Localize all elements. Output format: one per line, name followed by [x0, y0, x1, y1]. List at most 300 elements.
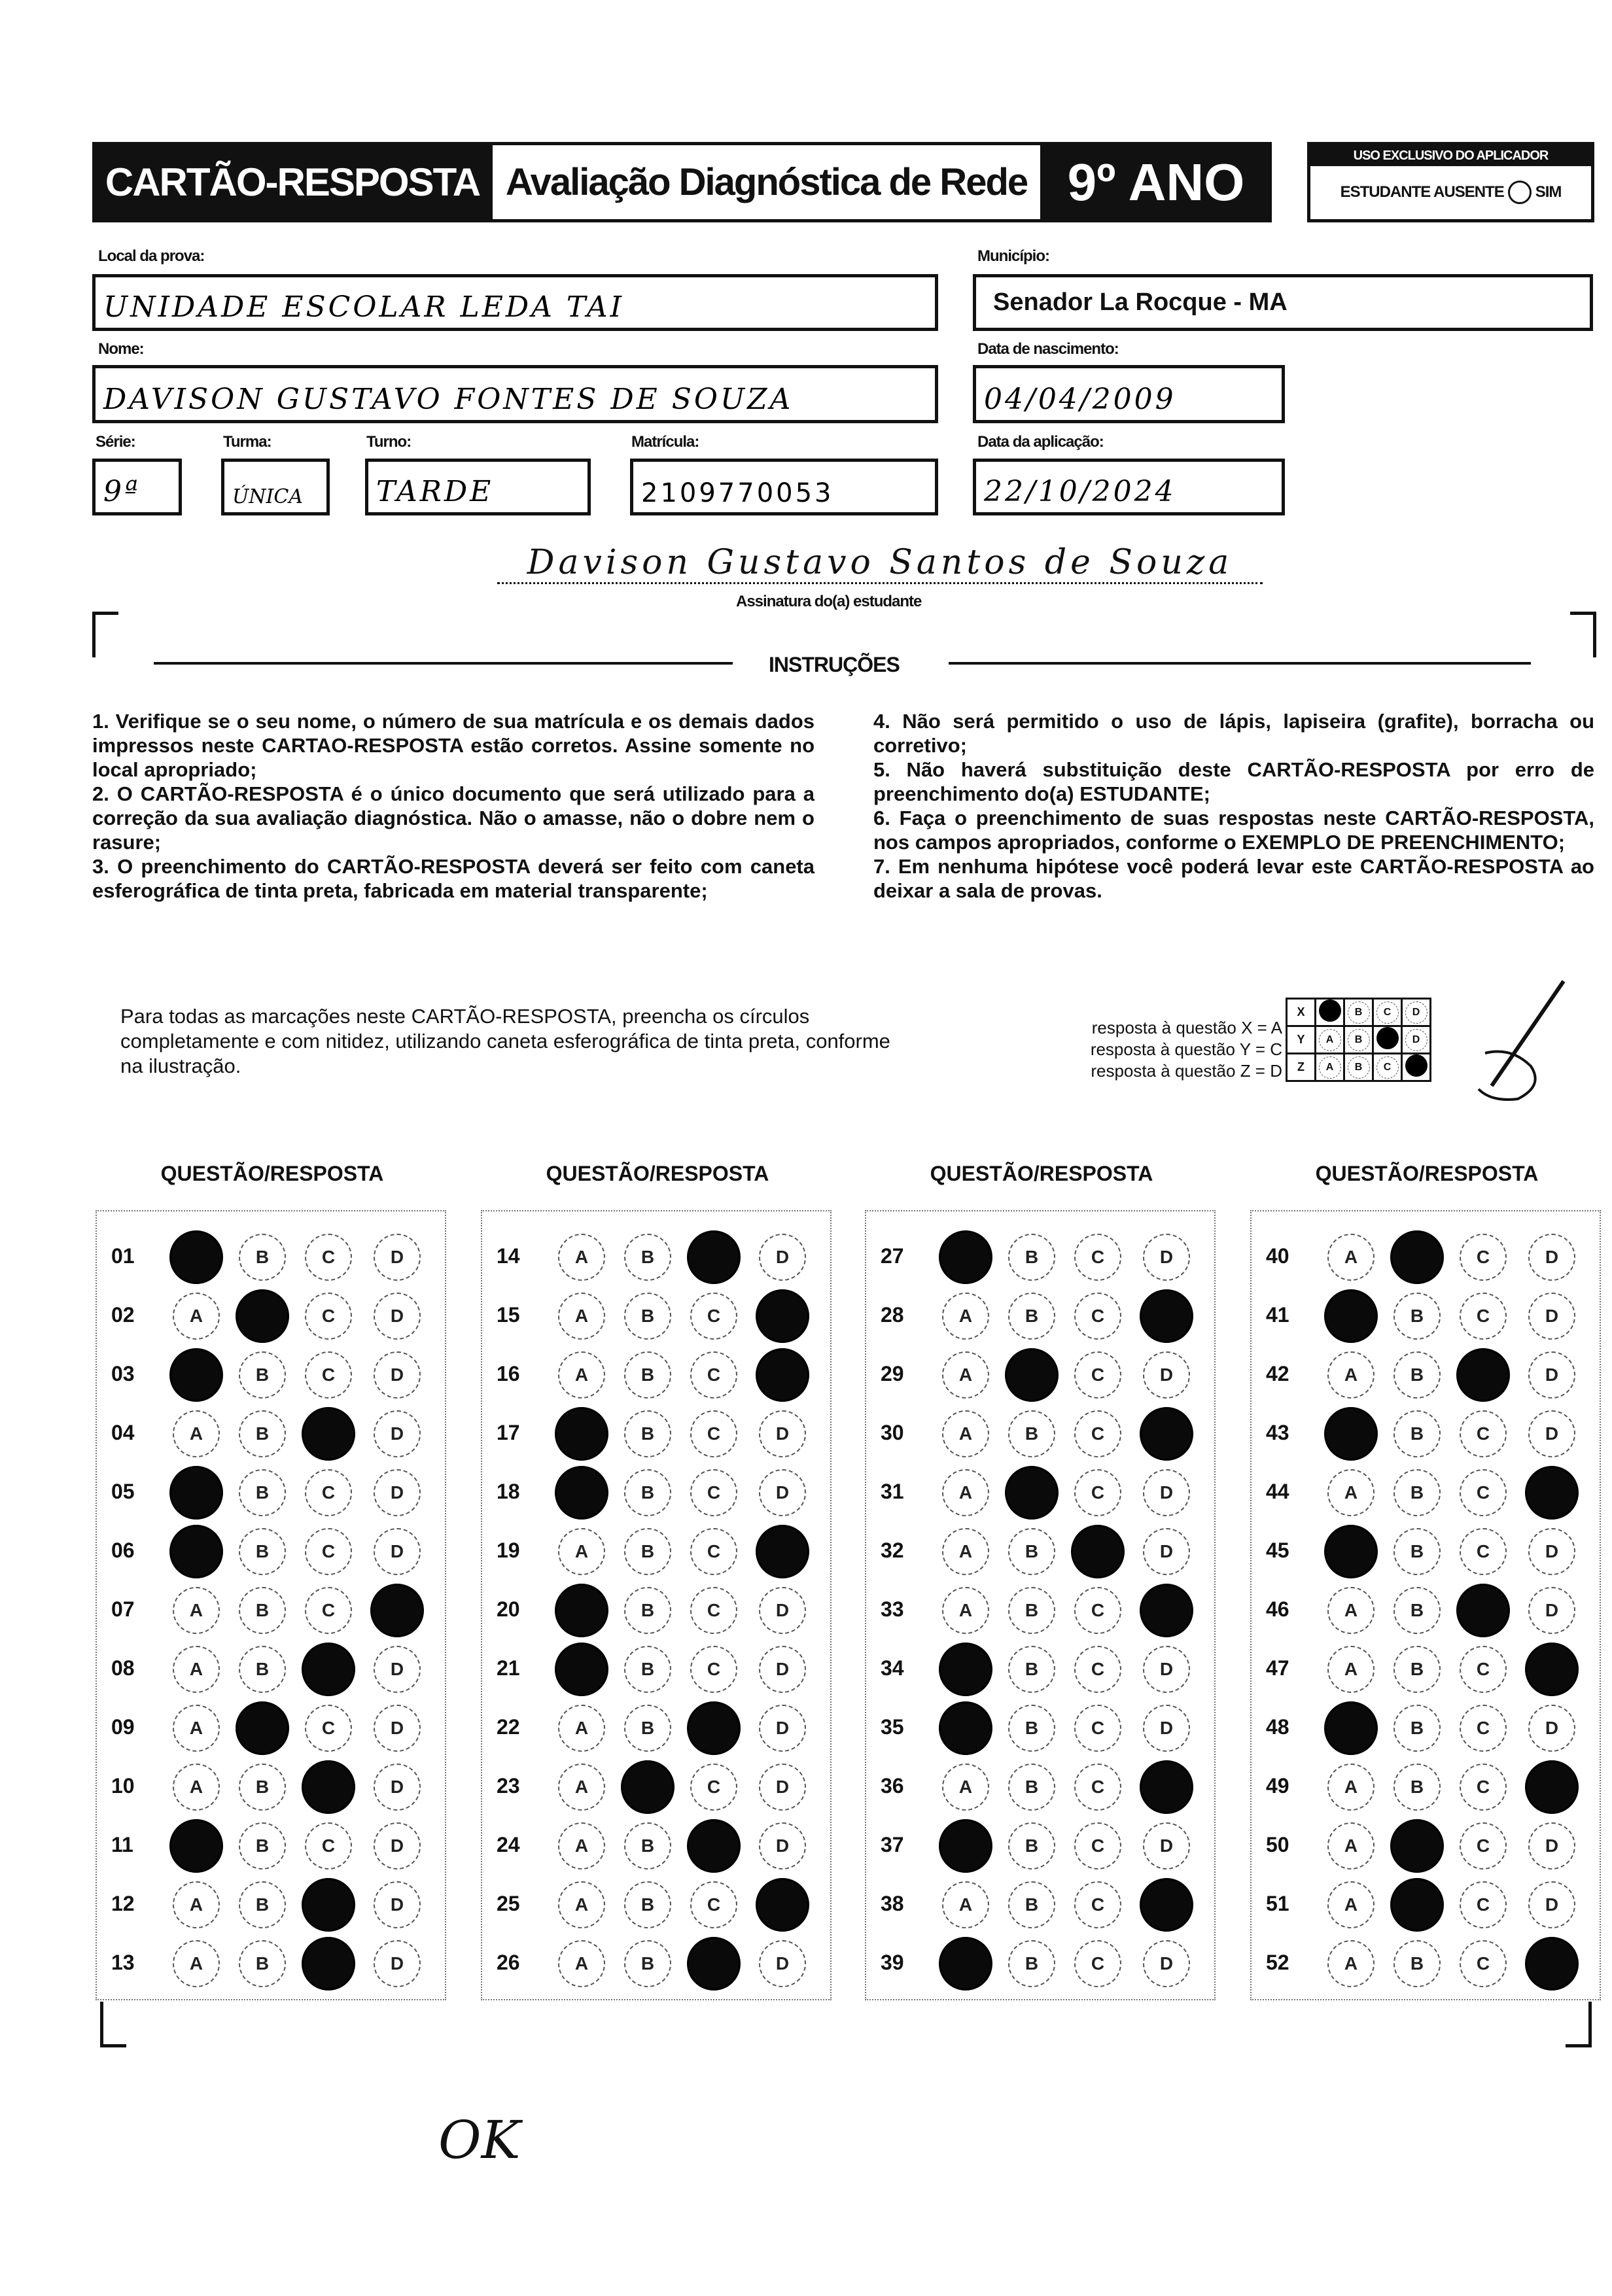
bubble-b[interactable]: B [239, 1764, 286, 1811]
signature-value: Davison Gustavo Santos de Souza [497, 543, 1263, 584]
question-number: 33 [881, 1597, 904, 1621]
answer-row [482, 1231, 830, 1283]
instructions-left [92, 709, 815, 903]
answer-row [482, 1349, 830, 1401]
bubble-d[interactable]: D [759, 1764, 806, 1811]
bubble-a[interactable]: A [558, 1822, 605, 1870]
answer-row [1252, 1702, 1600, 1754]
filled-bubble-a[interactable] [555, 1584, 608, 1637]
bubble-c[interactable]: C [690, 1469, 737, 1516]
filled-bubble-a[interactable] [1324, 1701, 1378, 1755]
bubble-c[interactable]: C [305, 1528, 352, 1575]
bubble-b[interactable]: B [1008, 1705, 1055, 1752]
bubble-d[interactable]: D [374, 1705, 421, 1752]
filled-bubble-c[interactable] [687, 1701, 741, 1755]
bubble-a[interactable]: A [173, 1764, 220, 1811]
bubble-c[interactable]: C [690, 1293, 737, 1340]
bubble-c[interactable]: C [690, 1528, 737, 1575]
answer-row [97, 1820, 445, 1872]
municipio-field[interactable] [973, 274, 1593, 331]
nasc-field[interactable] [973, 365, 1285, 423]
bubble-c[interactable]: C [1074, 1469, 1121, 1516]
bubble-b[interactable]: B [1008, 1528, 1055, 1575]
bubble-c[interactable]: C [1074, 1293, 1121, 1340]
bubble-d[interactable]: D [1528, 1410, 1575, 1457]
corner-mark [92, 612, 118, 657]
question-number: 06 [111, 1539, 135, 1562]
filled-bubble-d[interactable] [756, 1878, 809, 1932]
filled-bubble-d[interactable] [756, 1348, 809, 1402]
bubble-d[interactable]: D [374, 1881, 421, 1928]
bubble-d[interactable]: D [1528, 1822, 1575, 1870]
bubble-a[interactable]: A [173, 1293, 220, 1340]
filled-bubble-d[interactable] [370, 1584, 424, 1637]
bubble-c[interactable]: C [1074, 1587, 1121, 1634]
filled-bubble-a[interactable] [169, 1230, 223, 1284]
bubble-d[interactable]: D [1528, 1881, 1575, 1928]
bubble-b[interactable]: B [239, 1940, 286, 1987]
bubble-c[interactable]: C [1460, 1646, 1507, 1693]
filled-bubble-c[interactable] [1456, 1348, 1510, 1402]
filled-bubble-a[interactable] [169, 1819, 223, 1873]
filled-bubble-c[interactable] [302, 1643, 355, 1696]
question-number: 15 [497, 1303, 520, 1327]
filled-bubble-a[interactable] [939, 1701, 992, 1755]
question-number: 29 [881, 1362, 904, 1385]
example-line: resposta à questão Z = D [1091, 1061, 1282, 1081]
bubble-d[interactable]: D [1143, 1469, 1190, 1516]
bubble-c[interactable]: C [305, 1293, 352, 1340]
bubble-b[interactable]: B [239, 1881, 286, 1928]
instruction-5: 5. Não haverá substituição deste CARTÃO-RESPOSTA por erro de preenchimento do(a) ESTUDANTE; [873, 758, 1594, 805]
bubble-a[interactable]: A [942, 1764, 989, 1811]
bubble-b[interactable]: B [239, 1469, 286, 1516]
turma-label: Turma: [223, 433, 272, 451]
answer-row [97, 1231, 445, 1283]
answer-row [866, 1467, 1214, 1519]
filled-bubble-d[interactable] [1140, 1878, 1193, 1932]
matricula-field[interactable] [630, 459, 938, 515]
bubble-c[interactable]: C [1460, 1293, 1507, 1340]
bubble-c[interactable]: C [305, 1469, 352, 1516]
bubble-a[interactable]: A [558, 1351, 605, 1399]
bubble-b[interactable]: B [1393, 1587, 1441, 1634]
bubble-d[interactable]: D [374, 1410, 421, 1457]
bubble-b[interactable]: B [239, 1646, 286, 1693]
bubble-b[interactable]: B [1393, 1469, 1441, 1516]
bubble-c[interactable]: C [305, 1351, 352, 1399]
turno-label: Turno: [366, 433, 412, 451]
instruction-1: 1. Verifique se o seu nome, o número de sua matrícula e os demais dados impressos neste CARTAO-RESPOSTA estão corretos. Assine somente no local apropriado; [92, 710, 815, 781]
answer-row [866, 1879, 1214, 1931]
bubble-c[interactable]: C [690, 1410, 737, 1457]
bubble-c[interactable]: C [305, 1822, 352, 1870]
filled-bubble-d[interactable] [1140, 1584, 1193, 1637]
bubble-a[interactable]: A [173, 1410, 220, 1457]
bubble-b[interactable]: B [239, 1528, 286, 1575]
bubble-d[interactable]: D [1143, 1705, 1190, 1752]
filled-bubble-c[interactable] [302, 1937, 355, 1991]
bubble-d[interactable]: D [1143, 1940, 1190, 1987]
applicator-box [1307, 142, 1594, 222]
instructions-right [873, 709, 1594, 903]
answer-column [96, 1210, 446, 2000]
bubble-a[interactable]: A [1327, 1646, 1375, 1693]
bubble-b[interactable]: B [1008, 1293, 1055, 1340]
applicator-title: USO EXCLUSIVO DO APLICADOR [1310, 145, 1591, 166]
answer-row [866, 1761, 1214, 1813]
bubble-d[interactable]: D [1143, 1822, 1190, 1870]
corner-mark [1570, 612, 1596, 657]
filled-bubble-b[interactable] [1390, 1819, 1444, 1873]
filled-bubble-d[interactable] [1140, 1407, 1193, 1461]
filled-bubble-a[interactable] [169, 1525, 223, 1578]
filled-bubble-b[interactable] [1005, 1466, 1059, 1520]
bubble-a[interactable]: A [558, 1881, 605, 1928]
bubble-b[interactable]: B [1008, 1410, 1055, 1457]
bubble-d[interactable]: D [759, 1410, 806, 1457]
bubble-a[interactable]: A [558, 1940, 605, 1987]
filled-bubble-b[interactable] [236, 1289, 289, 1343]
bubble-d[interactable]: D [1528, 1705, 1575, 1752]
bubble-d[interactable]: D [1528, 1528, 1575, 1575]
bubble-c[interactable]: C [1074, 1822, 1121, 1870]
bubble-b[interactable]: B [1393, 1293, 1441, 1340]
bubble-d[interactable]: D [1143, 1528, 1190, 1575]
question-number: 40 [1266, 1244, 1289, 1268]
bubble-b[interactable]: B [1008, 1234, 1055, 1281]
question-number: 31 [881, 1480, 904, 1503]
bubble-b[interactable]: B [1008, 1940, 1055, 1987]
bubble-a[interactable]: A [1327, 1587, 1375, 1634]
bubble-b[interactable]: B [624, 1234, 671, 1281]
bubble-d[interactable]: D [374, 1822, 421, 1870]
filled-bubble-a[interactable] [1324, 1407, 1378, 1461]
answer-row [1252, 1584, 1600, 1637]
question-number: 38 [881, 1892, 904, 1915]
bubble-c[interactable]: C [1074, 1646, 1121, 1693]
matricula-label: Matrícula: [631, 433, 699, 451]
bubble-d[interactable]: D [1143, 1646, 1190, 1693]
column-header: QUESTÃO/RESPOSTA [1315, 1162, 1539, 1185]
bubble-a[interactable]: A [1327, 1351, 1375, 1399]
bubble-c[interactable]: C [690, 1764, 737, 1811]
filled-bubble-d[interactable] [1140, 1760, 1193, 1814]
serie-field[interactable] [92, 459, 182, 515]
bubble-d[interactable]: D [759, 1705, 806, 1752]
municipio-value: Senador La Rocque - MA [993, 288, 1288, 316]
bubble-b[interactable]: B [624, 1469, 671, 1516]
filled-bubble-c[interactable] [302, 1760, 355, 1814]
answer-row [482, 1467, 830, 1519]
question-number: 14 [497, 1244, 520, 1268]
bubble-c[interactable]: C [1460, 1940, 1507, 1987]
filled-bubble-a[interactable] [939, 1643, 992, 1696]
example-bubble [1319, 1000, 1341, 1022]
bubble-b[interactable]: B [624, 1410, 671, 1457]
bubble-d[interactable]: D [374, 1234, 421, 1281]
aplicacao-field[interactable] [973, 459, 1285, 515]
local-field[interactable] [92, 274, 938, 331]
bubble-d[interactable]: D [374, 1293, 421, 1340]
bubble-a[interactable]: A [173, 1940, 220, 1987]
bubble-a[interactable]: A [1327, 1940, 1375, 1987]
bubble-c[interactable]: C [1460, 1410, 1507, 1457]
bubble-c[interactable]: C [1074, 1234, 1121, 1281]
question-number: 34 [881, 1656, 904, 1680]
bubble-d[interactable]: D [1528, 1234, 1575, 1281]
bubble-b[interactable]: B [624, 1881, 671, 1928]
instruction-6: 6. Faça o preenchimento de suas respostas neste CARTÃO-RESPOSTA, nos campos apropriados, conforme o EXEMPLO DE PREENCHIMENTO; [873, 807, 1594, 854]
bubble-d[interactable]: D [759, 1469, 806, 1516]
filled-bubble-b[interactable] [1390, 1230, 1444, 1284]
question-number: 49 [1266, 1774, 1289, 1798]
bubble-b[interactable]: B [624, 1705, 671, 1752]
question-number: 51 [1266, 1892, 1289, 1915]
instructions-title: INSTRUÇÕES [769, 653, 900, 676]
bubble-b[interactable]: B [239, 1587, 286, 1634]
filled-bubble-b[interactable] [1390, 1878, 1444, 1932]
bubble-a[interactable]: A [1327, 1234, 1375, 1281]
question-number: 48 [1266, 1715, 1289, 1739]
bubble-d[interactable]: D [374, 1764, 421, 1811]
bubble-c[interactable]: C [1074, 1705, 1121, 1752]
example-bubble [1405, 1054, 1428, 1077]
bubble-a[interactable]: A [173, 1705, 220, 1752]
bubble-a[interactable]: A [558, 1764, 605, 1811]
answer-row [97, 1349, 445, 1401]
answer-row [866, 1231, 1214, 1283]
bubble-b[interactable]: B [624, 1293, 671, 1340]
bubble-a[interactable]: A [942, 1293, 989, 1340]
bubble-c[interactable]: C [1074, 1351, 1121, 1399]
filled-bubble-a[interactable] [555, 1466, 608, 1520]
filled-bubble-a[interactable] [939, 1937, 992, 1991]
question-number: 50 [1266, 1833, 1289, 1856]
bubble-c[interactable]: C [1460, 1528, 1507, 1575]
bubble-c[interactable]: C [1074, 1940, 1121, 1987]
filled-bubble-d[interactable] [1140, 1289, 1193, 1343]
bubble-a[interactable]: A [1327, 1764, 1375, 1811]
filled-bubble-d[interactable] [756, 1289, 809, 1343]
bubble-b[interactable]: B [1393, 1410, 1441, 1457]
bubble-d[interactable]: D [1143, 1351, 1190, 1399]
bubble-b[interactable]: B [1393, 1940, 1441, 1987]
bubble-a[interactable]: A [558, 1528, 605, 1575]
answer-row [97, 1584, 445, 1637]
question-number: 03 [111, 1362, 135, 1385]
bubble-a[interactable]: A [558, 1705, 605, 1752]
bubble-a[interactable]: A [1327, 1881, 1375, 1928]
bubble-a[interactable]: A [173, 1646, 220, 1693]
filled-bubble-a[interactable] [169, 1466, 223, 1520]
bubble-c[interactable]: C [305, 1234, 352, 1281]
bubble-a[interactable]: A [1327, 1469, 1375, 1516]
divider [154, 662, 733, 665]
filled-bubble-b[interactable] [236, 1701, 289, 1755]
instruction-2: 2. O CARTÃO-RESPOSTA é o único documento que será utilizado para a correção da sua avaliação diagnóstica. Não o amasse, não o dobre nem o rasure; [92, 782, 815, 854]
bubble-b[interactable]: B [624, 1528, 671, 1575]
filled-bubble-d[interactable] [756, 1525, 809, 1578]
instruction-7: 7. Em nenhuma hipótese você poderá levar este CARTÃO-RESPOSTA ao deixar a sala de provas. [873, 855, 1594, 902]
bubble-b[interactable]: B [239, 1822, 286, 1870]
question-number: 28 [881, 1303, 904, 1327]
bubble-a[interactable]: A [1327, 1822, 1375, 1870]
question-number: 37 [881, 1833, 904, 1856]
bubble-c[interactable]: C [1074, 1881, 1121, 1928]
question-number: 18 [497, 1480, 520, 1503]
bubble-a[interactable]: A [942, 1469, 989, 1516]
example-legend [994, 1017, 1282, 1082]
bubble-d[interactable]: D [374, 1469, 421, 1516]
question-number: 43 [1266, 1421, 1289, 1444]
bubble-b[interactable]: B [1008, 1764, 1055, 1811]
bubble-b[interactable]: B [239, 1234, 286, 1281]
bubble-b[interactable]: B [1008, 1881, 1055, 1928]
filled-bubble-c[interactable] [302, 1407, 355, 1461]
bubble-b[interactable]: B [624, 1822, 671, 1870]
question-number: 12 [111, 1892, 135, 1915]
bubble-c[interactable]: C [305, 1587, 352, 1634]
filled-bubble-c[interactable] [687, 1230, 741, 1284]
bubble-b[interactable]: B [624, 1646, 671, 1693]
bubble-d[interactable]: D [759, 1940, 806, 1987]
bubble-c[interactable]: C [690, 1881, 737, 1928]
bubble-d[interactable]: D [1143, 1234, 1190, 1281]
absent-bubble[interactable] [1508, 181, 1532, 204]
bubble-b[interactable]: B [624, 1351, 671, 1399]
bubble-d[interactable]: D [374, 1351, 421, 1399]
bubble-d[interactable]: D [1528, 1293, 1575, 1340]
bubble-c[interactable]: C [1460, 1705, 1507, 1752]
handwritten-mark: OK [438, 2110, 521, 2170]
example-bubble: A [1319, 1029, 1341, 1051]
bubble-c[interactable]: C [690, 1587, 737, 1634]
bubble-c[interactable]: C [1460, 1234, 1507, 1281]
filled-bubble-c[interactable] [1456, 1584, 1510, 1637]
bubble-d[interactable]: D [1528, 1587, 1575, 1634]
question-number: 02 [111, 1303, 135, 1327]
question-number: 16 [497, 1362, 520, 1385]
question-number: 30 [881, 1421, 904, 1444]
filled-bubble-c[interactable] [302, 1878, 355, 1932]
answer-row [866, 1408, 1214, 1460]
bubble-c[interactable]: C [305, 1705, 352, 1752]
bubble-a[interactable]: A [173, 1587, 220, 1634]
filled-bubble-c[interactable] [687, 1937, 741, 1991]
bubble-c[interactable]: C [690, 1351, 737, 1399]
question-number: 27 [881, 1244, 904, 1268]
bubble-d[interactable]: D [759, 1822, 806, 1870]
nasc-value: 04/04/2009 [984, 383, 1176, 416]
bubble-b[interactable]: B [624, 1940, 671, 1987]
filled-bubble-d[interactable] [1525, 1937, 1579, 1991]
bubble-b[interactable]: B [1008, 1822, 1055, 1870]
question-number: 45 [1266, 1539, 1289, 1562]
answer-column [481, 1210, 832, 2000]
bubble-d[interactable]: D [759, 1587, 806, 1634]
filled-bubble-b[interactable] [621, 1760, 675, 1814]
matricula-value: 2109770053 [641, 478, 834, 508]
answer-row [97, 1643, 445, 1696]
filled-bubble-a[interactable] [1324, 1525, 1378, 1578]
bubble-b[interactable]: B [1393, 1705, 1441, 1752]
nome-field[interactable] [92, 365, 938, 423]
bubble-b[interactable]: B [1393, 1764, 1441, 1811]
filled-bubble-a[interactable] [555, 1407, 608, 1461]
filled-bubble-d[interactable] [1525, 1760, 1579, 1814]
question-number: 42 [1266, 1362, 1289, 1385]
question-number: 21 [497, 1656, 520, 1680]
turno-field[interactable] [365, 459, 591, 515]
turma-field[interactable] [221, 459, 330, 515]
bubble-d[interactable]: D [759, 1646, 806, 1693]
nome-value: DAVISON GUSTAVO FONTES DE SOUZA [103, 383, 794, 416]
filled-bubble-a[interactable] [939, 1230, 992, 1284]
filled-bubble-a[interactable] [555, 1643, 608, 1696]
bubble-b[interactable]: B [1393, 1646, 1441, 1693]
bubble-c[interactable]: C [1460, 1881, 1507, 1928]
bubble-c[interactable]: C [1460, 1764, 1507, 1811]
filled-bubble-a[interactable] [1324, 1289, 1378, 1343]
filled-bubble-d[interactable] [1525, 1643, 1579, 1696]
yes-label: SIM [1535, 183, 1562, 201]
bubble-d[interactable]: D [759, 1234, 806, 1281]
bubble-c[interactable]: C [690, 1646, 737, 1693]
question-number: 32 [881, 1539, 904, 1562]
bubble-d[interactable]: D [1528, 1351, 1575, 1399]
answer-row [1252, 1290, 1600, 1342]
bubble-d[interactable]: D [374, 1646, 421, 1693]
answer-row [482, 1702, 830, 1754]
example-question: X [1287, 999, 1316, 1026]
bubble-a[interactable]: A [558, 1234, 605, 1281]
bubble-a[interactable]: A [942, 1351, 989, 1399]
answer-column [1250, 1210, 1601, 2000]
bubble-a[interactable]: A [942, 1881, 989, 1928]
bubble-b[interactable]: B [624, 1587, 671, 1634]
bubble-c[interactable]: C [1460, 1822, 1507, 1870]
bubble-a[interactable]: A [173, 1881, 220, 1928]
bubble-d[interactable]: D [374, 1940, 421, 1987]
filled-bubble-a[interactable] [169, 1348, 223, 1402]
filled-bubble-b[interactable] [1005, 1348, 1059, 1402]
filled-bubble-c[interactable] [1071, 1525, 1125, 1578]
bubble-c[interactable]: C [1074, 1410, 1121, 1457]
bubble-b[interactable]: B [1393, 1351, 1441, 1399]
bubble-a[interactable]: A [942, 1410, 989, 1457]
bubble-d[interactable]: D [374, 1528, 421, 1575]
bubble-b[interactable]: B [1008, 1587, 1055, 1634]
question-number: 41 [1266, 1303, 1289, 1327]
filled-bubble-c[interactable] [687, 1819, 741, 1873]
answer-row [1252, 1938, 1600, 1990]
answer-row [866, 1643, 1214, 1696]
bubble-a[interactable]: A [558, 1293, 605, 1340]
bubble-a[interactable]: A [942, 1587, 989, 1634]
bubble-b[interactable]: B [1008, 1646, 1055, 1693]
bubble-c[interactable]: C [1074, 1764, 1121, 1811]
bubble-c[interactable]: C [1460, 1469, 1507, 1516]
bubble-b[interactable]: B [239, 1351, 286, 1399]
example-bubble: B [1348, 1001, 1370, 1024]
example-line: resposta à questão X = A [1091, 1018, 1282, 1037]
bubble-a[interactable]: A [942, 1528, 989, 1575]
filled-bubble-a[interactable] [939, 1819, 992, 1873]
bubble-b[interactable]: B [239, 1410, 286, 1457]
bubble-b[interactable]: B [1393, 1528, 1441, 1575]
filled-bubble-d[interactable] [1525, 1466, 1579, 1520]
